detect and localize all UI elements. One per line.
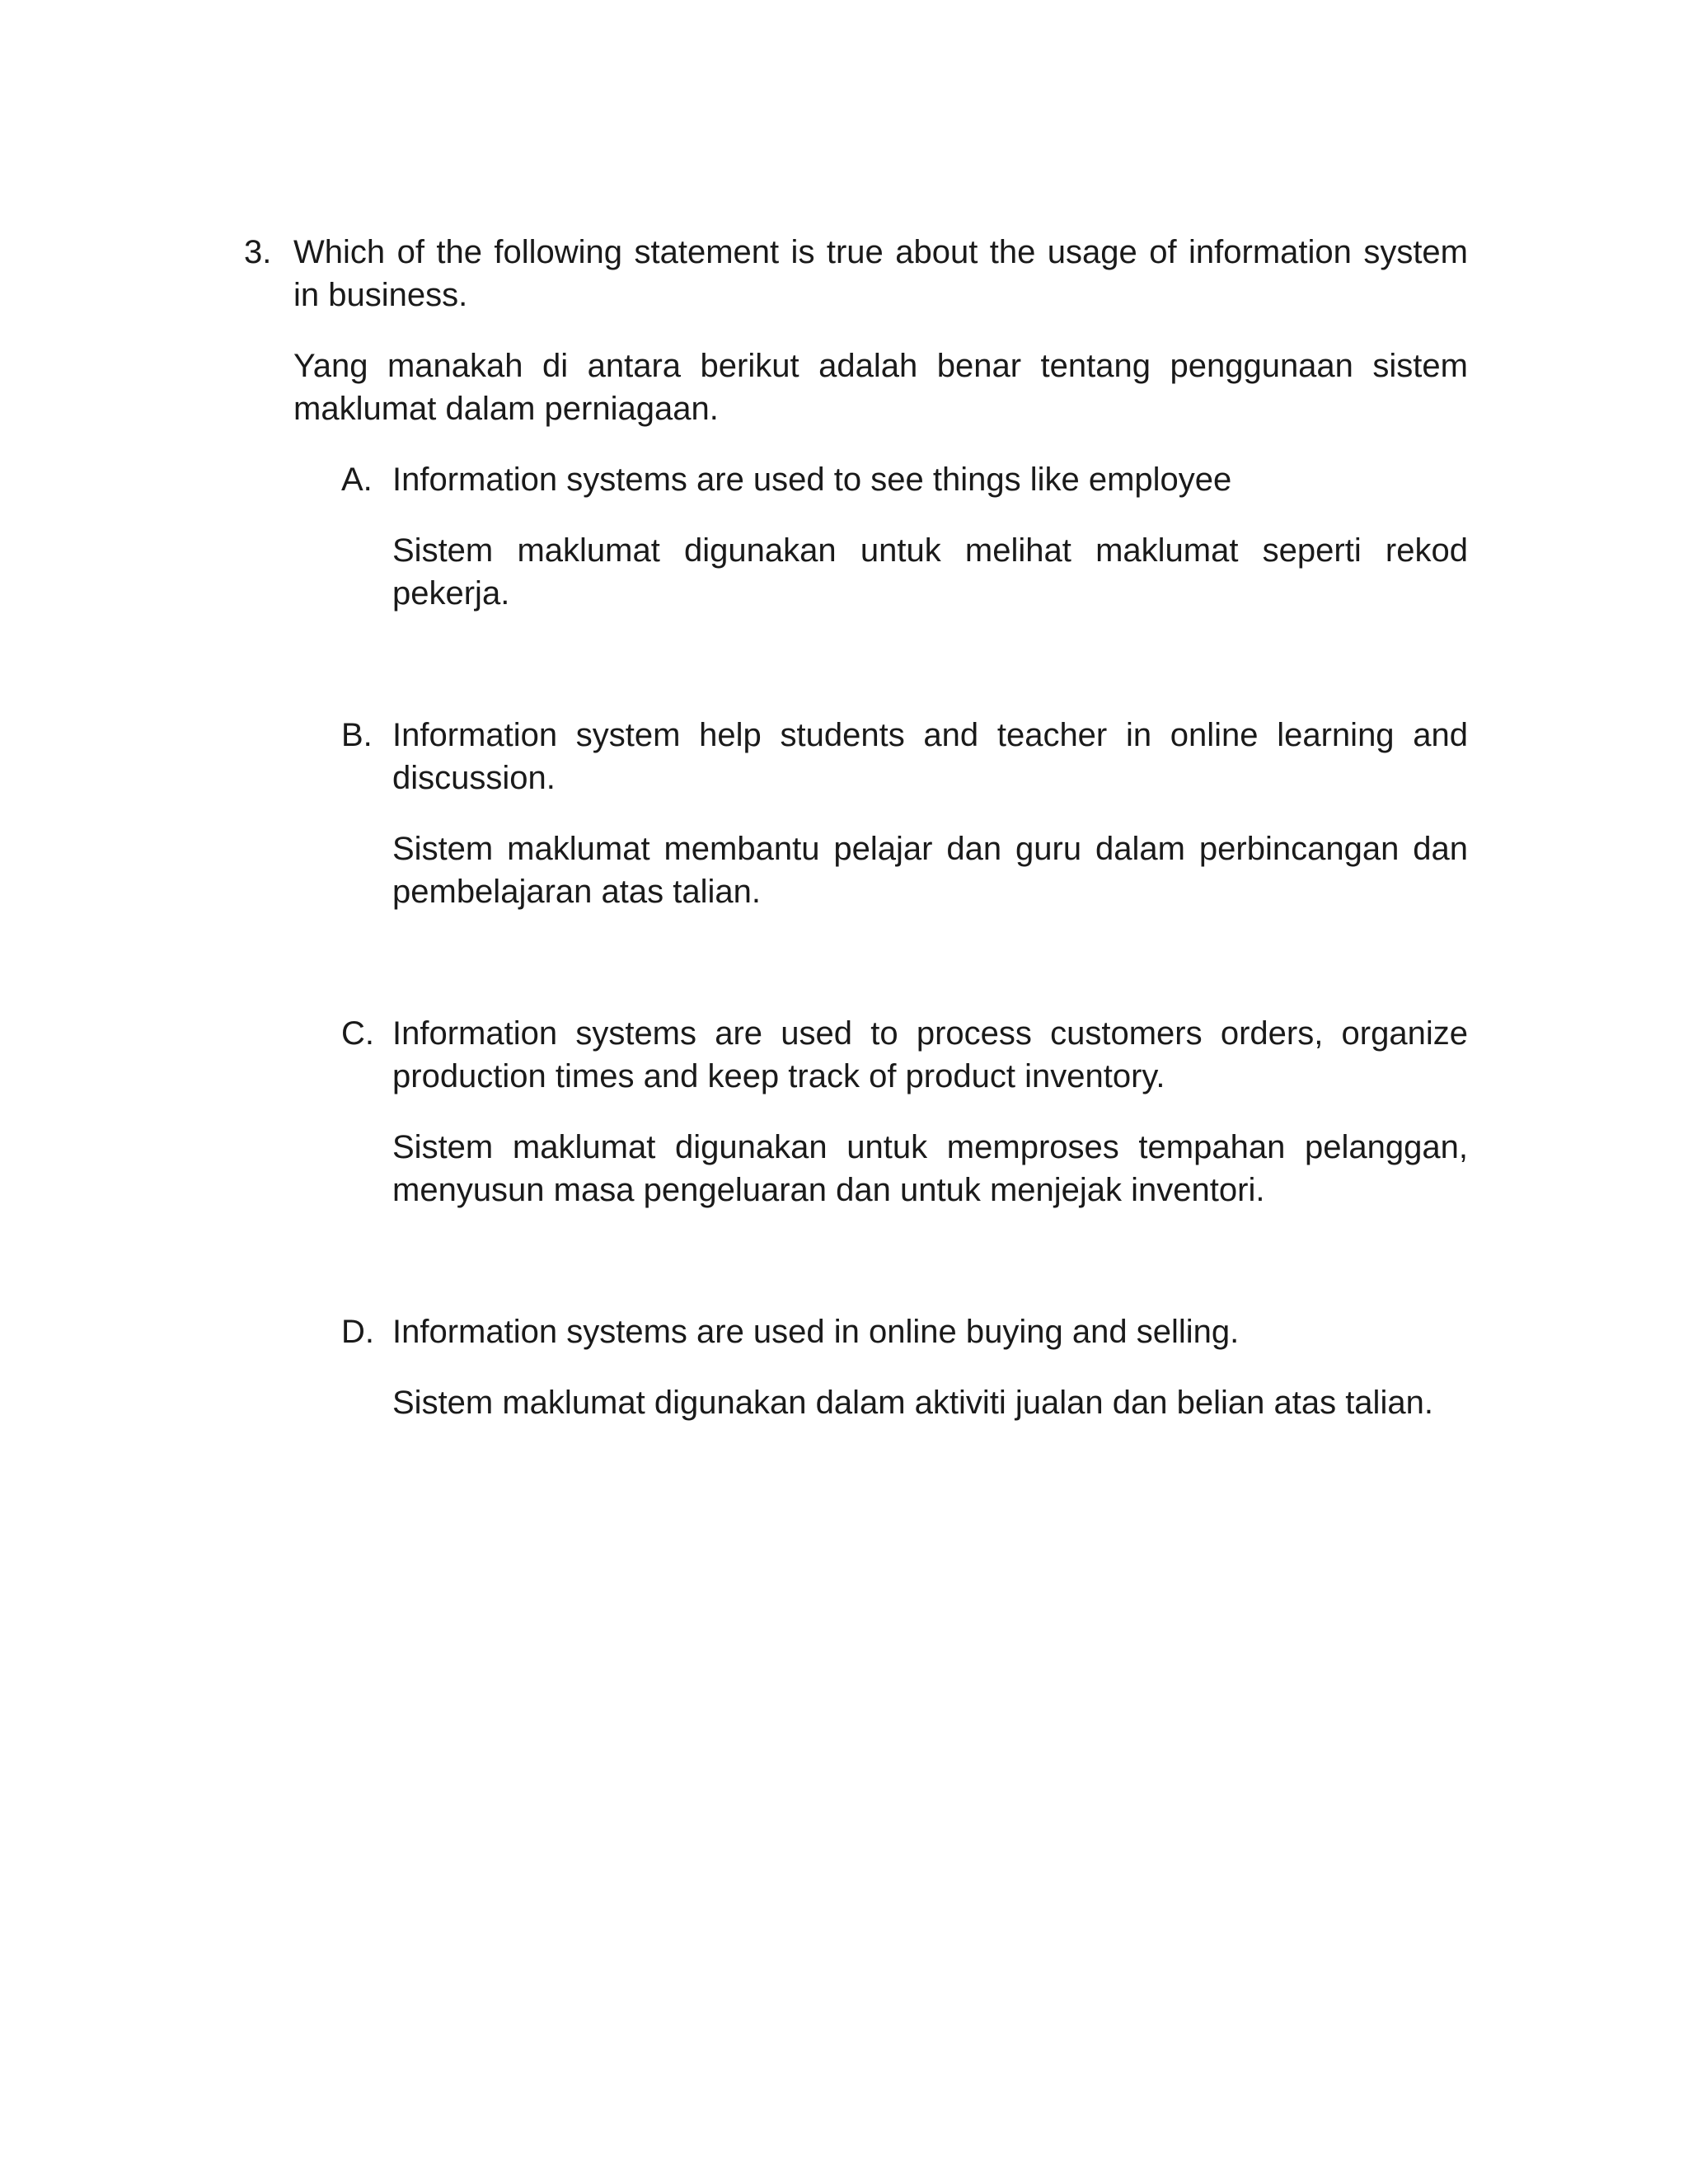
option-body (392, 1310, 1468, 1424)
option-b (341, 714, 1468, 913)
option-c (341, 1012, 1468, 1212)
option-text-english: Information system help students and teacher in online learning and discussion. (392, 717, 1468, 796)
question-number: 3. (244, 234, 272, 270)
option-letter: D. (341, 1314, 374, 1350)
option-body (392, 714, 1468, 913)
option-text-english: Information systems are used in online buying and selling. (392, 1314, 1240, 1350)
question-3 (244, 231, 1468, 1424)
option-text-english: Information systems are used to process customers orders, organize production times and keep track of product inventory. (392, 1015, 1468, 1094)
option-letter: C. (341, 1015, 374, 1052)
question-text-malay: Yang manakah di antara berikut adalah benar tentang penggunaan sistem maklumat dalam perniagaan. (293, 348, 1468, 427)
option-letter: B. (341, 717, 373, 753)
answer-options (341, 458, 1468, 1424)
question-row (244, 231, 1468, 1424)
option-text-malay: Sistem maklumat membantu pelajar dan guru dalam perbincangan dan pembelajaran atas talian. (392, 831, 1468, 910)
option-a (341, 458, 1468, 615)
option-text-malay: Sistem maklumat digunakan untuk melihat maklumat seperti rekod pekerja. (392, 532, 1468, 612)
option-text-english: Information systems are used to see things like employee (392, 462, 1232, 498)
option-d (341, 1310, 1468, 1424)
option-text-malay: Sistem maklumat digunakan dalam aktiviti jualan dan belian atas talian. (392, 1385, 1433, 1421)
option-body (392, 1012, 1468, 1212)
option-letter: A. (341, 462, 373, 498)
question-body (293, 231, 1468, 1424)
option-text-malay: Sistem maklumat digunakan untuk memproses tempahan pelanggan, menyusun masa pengeluaran dan untuk menjejak inventori. (392, 1129, 1468, 1208)
question-text-english: Which of the following statement is true about the usage of information system in business. (293, 234, 1468, 313)
option-body (392, 458, 1468, 615)
